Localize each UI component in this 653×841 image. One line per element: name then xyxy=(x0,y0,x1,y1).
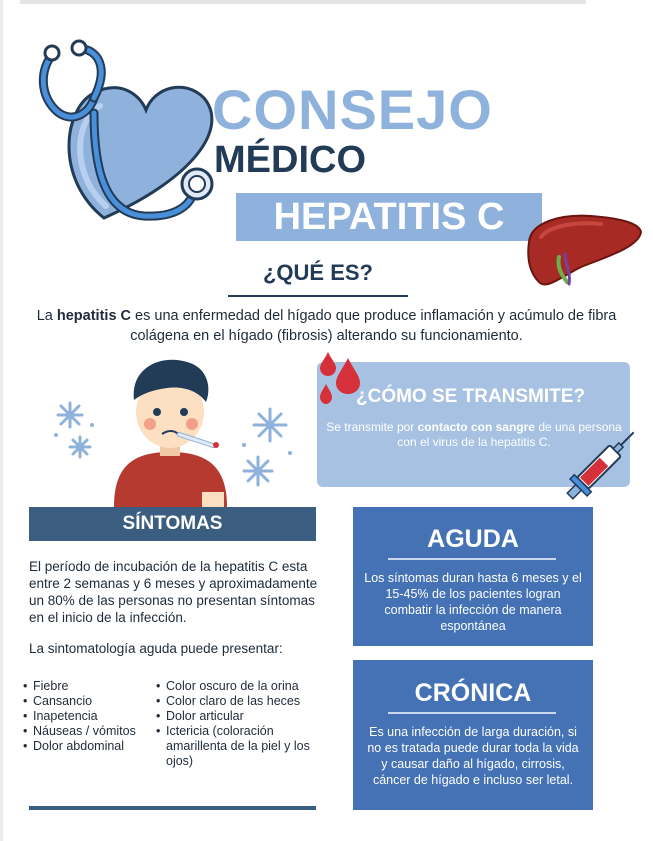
list-item: • Color claro de las heces xyxy=(156,694,331,709)
que-es-text xyxy=(20,306,633,346)
title-medico: MÉDICO xyxy=(214,139,366,181)
list-item: • Ictericia (coloración amarillenta de la piel y los ojos) xyxy=(156,724,331,769)
symptoms-bottom-rule xyxy=(29,806,316,810)
virus-icon xyxy=(238,405,298,490)
top-border-line xyxy=(20,0,586,4)
liver-icon xyxy=(521,212,643,290)
symptoms-list-right xyxy=(156,679,331,769)
symptoms-heading: SÍNTOMAS xyxy=(122,513,223,534)
cronica-underline xyxy=(388,712,556,714)
que-es-underline xyxy=(228,295,408,297)
heart-stethoscope-icon xyxy=(34,38,224,228)
sick-person-icon xyxy=(112,352,230,507)
list-item: • Color oscuro de la orina xyxy=(156,679,331,694)
symptoms-description: El período de incubación de la hepatitis C esta entre 2 semanas y 6 meses y aproximadamente un 80% de las personas no presentan síntomas en el inicio de la infección. xyxy=(29,559,318,625)
que-es-text-start: La xyxy=(36,308,57,324)
left-border-line xyxy=(0,0,3,841)
virus-icon xyxy=(50,395,100,465)
aguda-title: AGUDA xyxy=(427,525,519,553)
transmission-text-start: Se transmite por xyxy=(326,420,418,434)
list-item: • Fiebre xyxy=(23,679,163,694)
list-item: • Dolor articular xyxy=(156,709,331,724)
syringe-icon xyxy=(560,418,648,506)
cronica-title: CRÓNICA xyxy=(414,679,532,707)
transmission-text-end: de una persona con el virus de la hepatitis C. xyxy=(397,420,622,449)
que-es-heading: ¿QUÉ ES? xyxy=(262,260,373,285)
list-item: • Náuseas / vómitos xyxy=(23,724,163,739)
que-es-text-bold: hepatitis C xyxy=(56,308,132,324)
list-item: • Cansancio xyxy=(23,694,163,709)
list-item: • Dolor abdominal xyxy=(23,739,163,754)
que-es-text-end: es una enfermedad del hígado que produce inflamación y acúmulo de fibra colágena en el hígado (fibrosis) alterando su funcionamiento. xyxy=(130,308,617,344)
topic-title: HEPATITIS C xyxy=(273,196,505,238)
transmission-text-bold: contacto con sangre xyxy=(417,420,535,434)
title-consejo: CONSEJO xyxy=(212,78,493,141)
symptoms-list-left xyxy=(23,679,163,754)
aguda-text: Los síntomas duran hasta 6 meses y el 15-45% de los pacientes logran combatir la infección de manera espontánea xyxy=(364,571,582,633)
transmission-heading: ¿CÓMO SE TRANSMITE? xyxy=(356,386,586,407)
list-item: • Inapetencia xyxy=(23,709,163,724)
cronica-text: Es una infección de larga duración, si no es tratada puede durar toda la vida y causar daño al hígado, cirrosis, cáncer de hígado e incluso ser letal. xyxy=(367,725,579,787)
aguda-underline xyxy=(388,558,556,560)
symptoms-intro: La sintomatología aguda puede presentar: xyxy=(29,641,283,656)
